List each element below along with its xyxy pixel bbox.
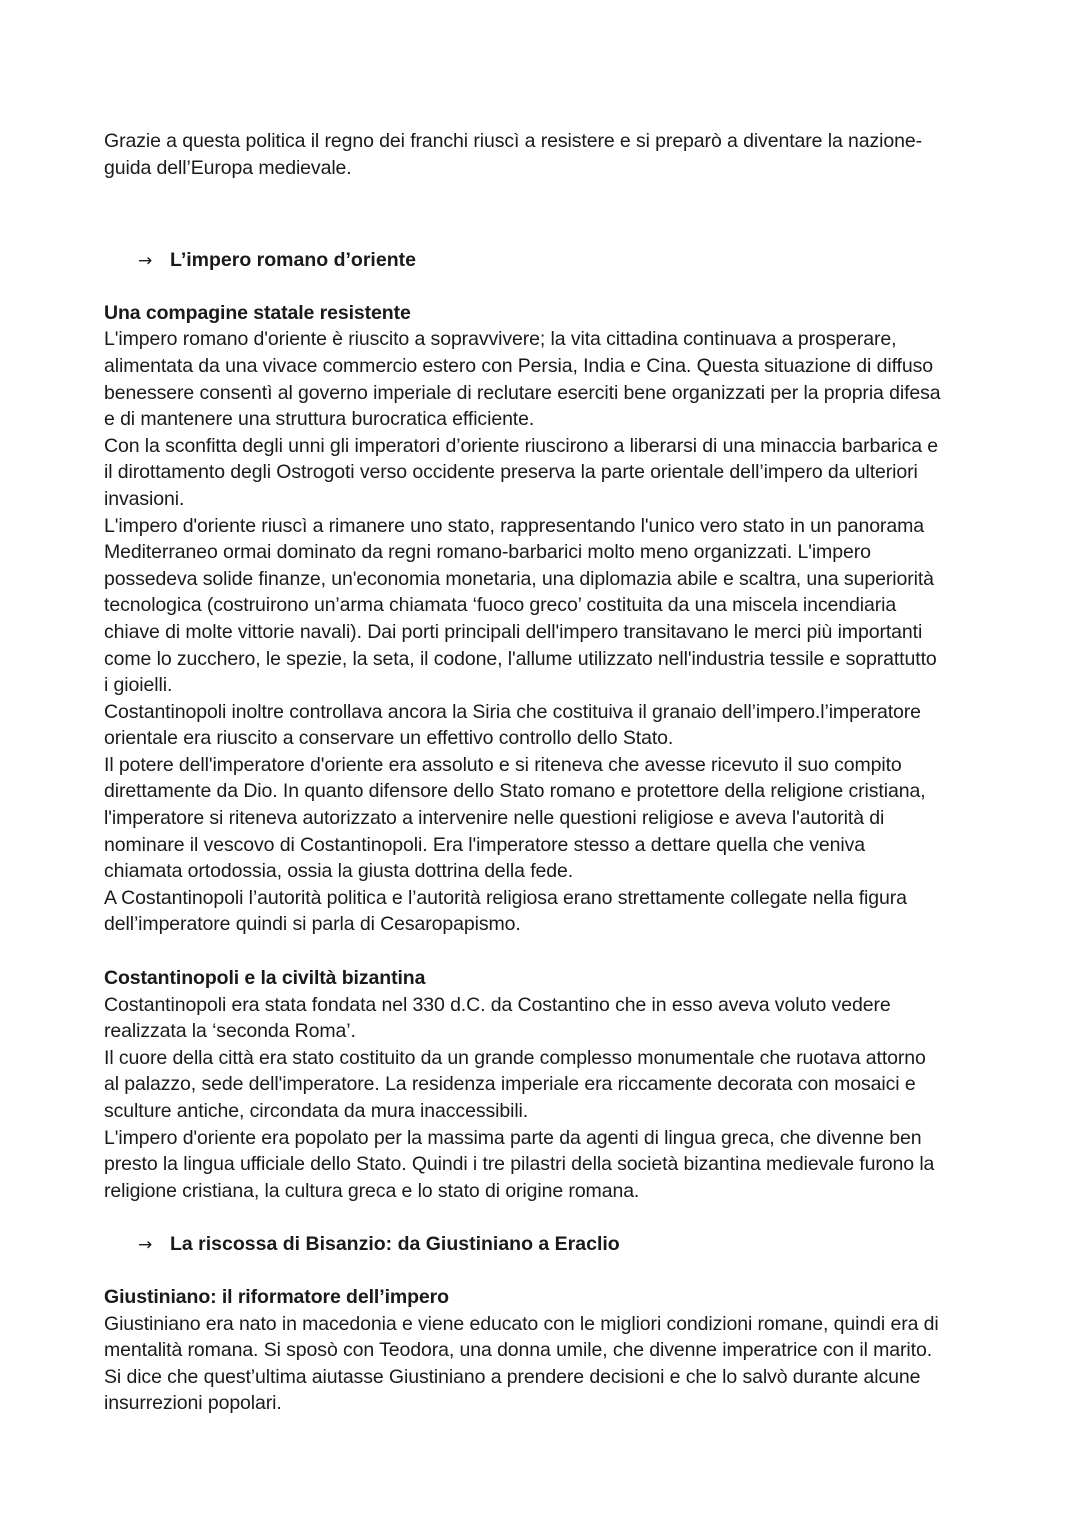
paragraph-line: tecnologica (costruirono un’arma chiamata ‘fuoco greco’ costituita da una miscela incendiaria [104,594,897,617]
paragraph-line: e di mantenere una struttura burocratica efficiente. [104,408,535,431]
paragraph-line: i gioielli. [104,674,173,697]
paragraph-line: alimentata da una vivace commercio estero con Persia, India e Cina. Questa situazione di diffuso [104,354,933,377]
paragraph-line: orientale era riuscito a conservare un effettivo controllo dello Stato. [104,727,674,750]
subsection-giustiniano [104,1284,984,1417]
subsection-costantinopoli [104,965,984,1204]
arrow-right-icon: → [138,1235,153,1256]
section-heading-riscossa-bisanzio [104,1231,984,1258]
paragraph-line: Con la sconfitta degli unni gli imperatori d’oriente riuscirono a liberarsi di una minaccia barbarica e [104,434,939,457]
paragraph-line: realizzata la ‘seconda Roma’. [104,1020,356,1043]
paragraph-line: L'impero d'oriente era popolato per la massima parte da agenti di lingua greca, che divenne ben [104,1126,922,1149]
paragraph-line: Giustiniano era nato in macedonia e viene educato con le migliori condizioni romane, quindi era di [104,1312,939,1335]
paragraph-line: insurrezioni popolari. [104,1392,282,1415]
paragraph-line: l'imperatore si riteneva autorizzato a intervenire nelle questioni religiose e aveva l'autorità di [104,807,885,830]
paragraph-line: presto la lingua ufficiale dello Stato. Quindi i tre pilastri della società bizantina medievale furono la [104,1153,935,1176]
paragraph-line: chiave di molte vittorie navali). Dai porti principali dell'impero transitavano le merci più importanti [104,620,923,643]
paragraph-line: dell’imperatore quindi si parla di Cesaropapismo. [104,913,521,936]
paragraph-line: al palazzo, sede dell'imperatore. La residenza imperiale era riccamente decorata con mosaici e [104,1073,916,1096]
paragraph-line: Costantinopoli era stata fondata nel 330 d.C. da Costantino che in esso aveva voluto vedere [104,993,891,1016]
subsection-compagine-statale [104,300,984,938]
paragraph-line: guida dell’Europa medievale. [104,156,352,179]
paragraph-line: nominare il vescovo di Costantinopoli. Era l'imperatore stesso a dettare quella che veniva [104,833,866,856]
paragraph-line: il dirottamento degli Ostrogoti verso occidente preserva la parte orientale dell’impero da ulteriori [104,461,918,484]
intro-paragraph [104,128,984,181]
section-title: L’impero romano d’oriente [170,249,416,272]
paragraph-line: Grazie a questa politica il regno dei franchi riuscì a resistere e si preparò a diventare la nazione- [104,130,923,152]
paragraph-line: Il cuore della città era stato costituito da un grande complesso monumentale che ruotava attorno [104,1046,926,1069]
subsection-heading: Costantinopoli e la civiltà bizantina [104,967,426,990]
paragraph-line: chiamata ortodossia, ossia la giusta dottrina della fede. [104,860,574,883]
subsection-heading: Una compagine statale resistente [104,301,411,324]
section-heading-impero-oriente [104,247,984,274]
section-title: La riscossa di Bisanzio: da Giustiniano a Eraclio [170,1233,620,1256]
paragraph-line: L'impero d'oriente riuscì a rimanere uno stato, rappresentando l'unico vero stato in un panorama [104,514,924,537]
paragraph-line: benessere consentì al governo imperiale di reclutare eserciti bene organizzati per la propria difesa [104,381,941,404]
subsection-heading: Giustiniano: il riformatore dell’impero [104,1285,449,1308]
paragraph-line: A Costantinopoli l’autorità politica e l’autorità religiosa erano strettamente collegate nella figura [104,886,907,909]
paragraph-line: direttamente da Dio. In quanto difensore dello Stato romano e protettore della religione cristiana, [104,780,926,803]
paragraph-line: L'impero romano d'oriente è riuscito a sopravvivere; la vita cittadina continuava a prosperare, [104,328,897,351]
paragraph-line: Si dice che quest’ultima aiutasse Giustiniano a prendere decisioni e che lo salvò durante alcune [104,1365,921,1388]
document-page [104,128,984,1417]
paragraph-line: mentalità romana. Si sposò con Teodora, una donna umile, che divenne imperatrice con il marito. [104,1339,933,1362]
paragraph-line: Mediterraneo ormai dominato da regni romano-barbarici molto meno organizzati. L'impero [104,541,871,564]
paragraph-line: possedeva solide finanze, un'economia monetaria, una diplomazia abile e scaltra, una superiorità [104,567,934,590]
paragraph-line: invasioni. [104,487,185,510]
paragraph-line: Costantinopoli inoltre controllava ancora la Siria che costituiva il granaio dell’impero.l’imperatore [104,700,921,723]
paragraph-line: religione cristiana, la cultura greca e lo stato di origine romana. [104,1179,640,1202]
paragraph-line: Il potere dell'imperatore d'oriente era assoluto e si riteneva che avesse ricevuto il suo compito [104,753,902,776]
arrow-right-icon: → [138,251,153,272]
paragraph-line: sculture antiche, circondata da mura inaccessibili. [104,1100,529,1122]
paragraph-line: come lo zucchero, le spezie, la seta, il codone, l'allume utilizzato nell'industria tessile e soprattutto [104,647,937,670]
